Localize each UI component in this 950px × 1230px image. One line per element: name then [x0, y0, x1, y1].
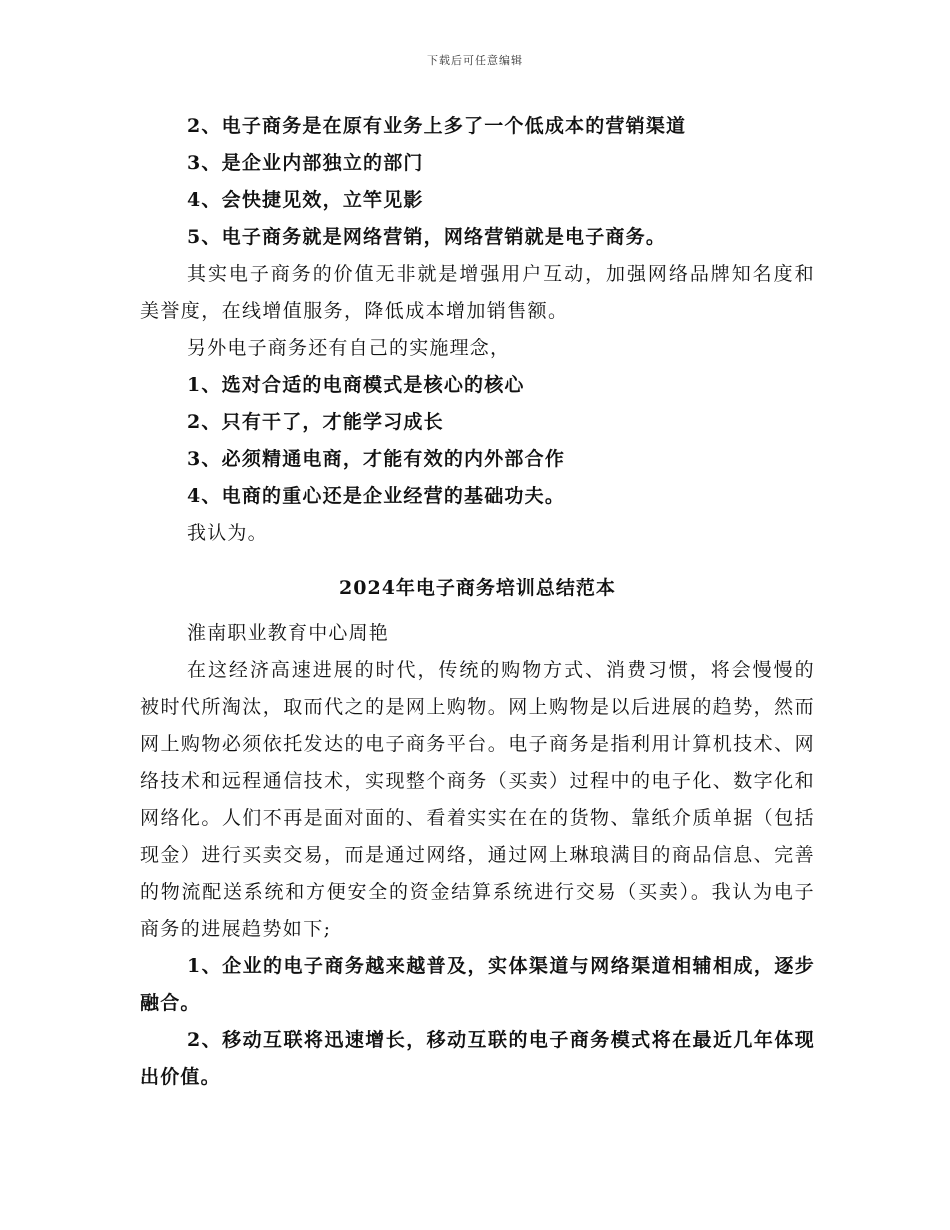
list-item-misconception-2: 2、电子商务是在原有业务上多了一个低成本的营销渠道 — [187, 115, 687, 137]
list-item-trend-1: 1、企业的电子商务越来越普及，实体渠道与网络渠道相辅相成，逐步融合。 — [140, 955, 815, 1014]
page-header: 下载后可任意编辑 — [427, 54, 523, 67]
section-title: 2024年电子商务培训总结范本 — [339, 577, 616, 599]
value-paragraph: 其实电子商务的价值无非就是增强用户互动，加强网络品牌知名度和美誉度，在线增值服务，降低成本增加销售额。 — [140, 263, 815, 322]
list-item-concept-3: 3、必须精通电商，才能有效的内外部合作 — [187, 448, 566, 470]
list-item-misconception-5: 5、电子商务就是网络营销，网络营销就是电子商务。 — [187, 226, 667, 248]
list-item-misconception-3: 3、是企业内部独立的部门 — [187, 152, 424, 174]
closing-text: 我认为。 — [187, 522, 268, 544]
list-item-concept-2: 2、只有干了，才能学习成长 — [187, 411, 444, 433]
intro-paragraph: 在这经济高速进展的时代，传统的购物方式、消费习惯，将会慢慢的被时代所淘汰，取而代之的是网上购物。网上购物是以后进展的趋势，然而网上购物必须依托发达的电子商务平台。电子商务是指利用计算机技术、网络技术和远程通信技术，实现整个商务（买卖）过程中的电子化、数字化和网络化。人们不再是面对面的、看着实实在在的货物、靠纸介质单据（包括现金）进行买卖交易，而是通过网络，通过网上琳琅满目的商品信息、完善的物流配送系统和方便安全的资金结算系统进行交易（买卖）。我认为电子商务的进展趋势如下; — [140, 659, 815, 940]
list-item-concept-1: 1、选对合适的电商模式是核心的核心 — [187, 374, 525, 396]
list-item-misconception-4: 4、会快捷见效，立竿见影 — [187, 189, 424, 211]
list-item-trend-2: 2、移动互联将迅速增长，移动互联的电子商务模式将在最近几年体现出价值。 — [140, 1029, 815, 1088]
concept-intro: 另外电子商务还有自己的实施理念， — [187, 337, 511, 359]
list-item-concept-4: 4、电商的重心还是企业经营的基础功夫。 — [187, 485, 566, 507]
author-line: 淮南职业教育中心周艳 — [187, 622, 390, 644]
document-body — [140, 108, 815, 1096]
